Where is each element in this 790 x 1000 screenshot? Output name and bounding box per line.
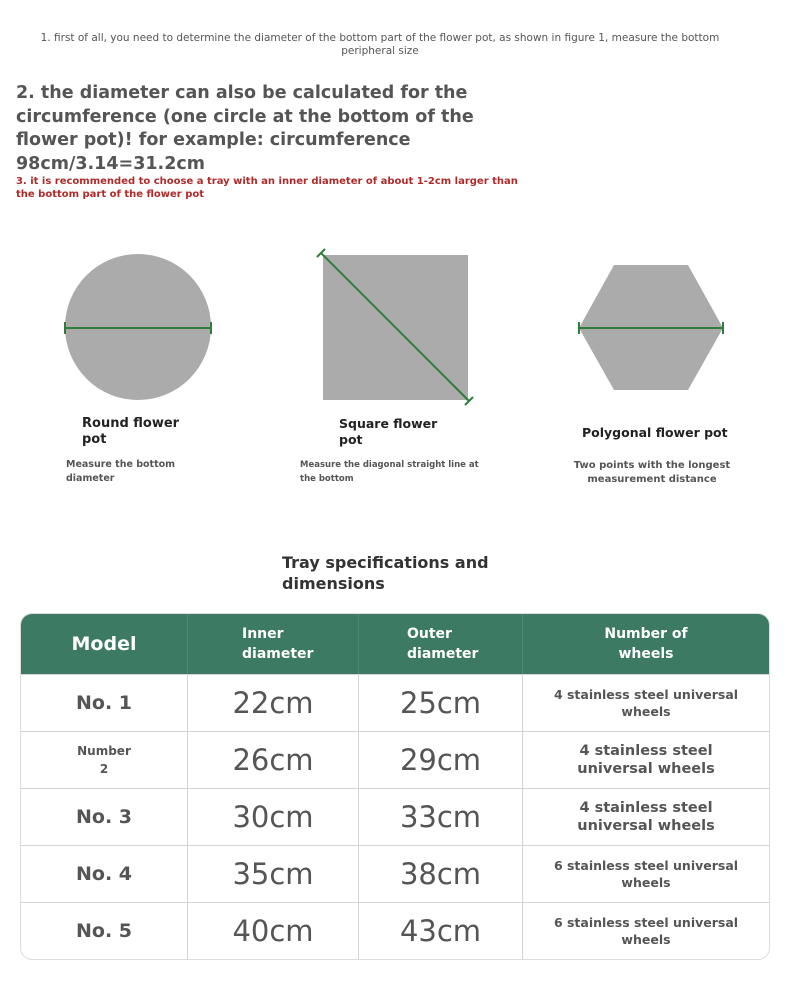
model-cell: No. 4 — [75, 863, 132, 885]
polygon-pot-shape — [579, 265, 723, 390]
table-row — [21, 674, 769, 731]
wheels-cell: 6 stainless steel universal wheels — [553, 915, 739, 947]
outer-diameter-cell: 25cm — [399, 686, 482, 720]
table-row — [21, 731, 769, 788]
model-cell: No. 5 — [75, 920, 132, 942]
wheels-cell: 4 stainless steel universal wheels — [577, 800, 715, 834]
header-inner — [188, 614, 359, 674]
wheels-cell: 6 stainless steel universal wheels — [553, 858, 739, 890]
instruction-step-2: 2. the diameter can also be calculated for the circumference (one circle at the bottom of the flower pot)! for example: circumference 98cm/3.14=31.2cm — [16, 83, 474, 174]
header-outer-label: Outer diameter — [407, 626, 479, 662]
square-pot-shape — [317, 249, 473, 405]
model-cell: No. 1 — [75, 692, 132, 714]
round-pot-desc: Measure the bottom diameter — [66, 459, 176, 484]
polygon-pot-title: Polygonal flower pot — [582, 425, 728, 440]
outer-diameter-cell: 29cm — [399, 743, 482, 777]
model-cell: Number 2 — [77, 744, 131, 776]
instruction-step-3: 3. it is recommended to choose a tray with an inner diameter of about 1-2cm larger than the bottom part of the flower pot — [16, 176, 518, 200]
header-outer — [359, 614, 523, 674]
pot-shapes-figure — [0, 240, 790, 420]
inner-diameter-cell: 40cm — [232, 914, 314, 948]
table-header-row — [21, 614, 769, 674]
outer-diameter-cell: 43cm — [399, 914, 482, 948]
pot-shapes-svg — [0, 240, 790, 420]
inner-diameter-cell: 30cm — [232, 800, 314, 834]
instruction-step-1: 1. first of all, you need to determine the diameter of the bottom part of the flower pot, as shown in figure 1, measure the bottom peripheral size — [40, 32, 720, 57]
inner-diameter-cell: 22cm — [232, 686, 314, 720]
square-pot-title: Square flower pot — [339, 416, 438, 447]
outer-diameter-cell: 38cm — [399, 857, 482, 891]
header-wheels — [523, 614, 769, 674]
header-inner-label: Inner diameter — [242, 626, 314, 662]
inner-diameter-cell: 35cm — [232, 857, 314, 891]
table-row — [21, 845, 769, 902]
header-model — [21, 614, 188, 674]
outer-diameter-cell: 33cm — [399, 800, 482, 834]
tray-spec-table — [20, 613, 770, 960]
round-pot-shape — [65, 254, 211, 400]
polygon-pot-desc: Two points with the longest measurement distance — [573, 460, 731, 485]
header-model-label: Model — [71, 633, 137, 655]
round-pot-title: Round flower pot — [82, 416, 180, 447]
square-pot-desc: Measure the diagonal straight line at the bottom — [300, 460, 479, 484]
wheels-cell: 4 stainless steel universal wheels — [577, 743, 715, 777]
table-row — [21, 902, 769, 959]
header-wheels-label: Number of wheels — [604, 626, 688, 662]
inner-diameter-cell: 26cm — [232, 743, 314, 777]
wheels-cell: 4 stainless steel universal wheels — [553, 687, 739, 719]
table-row — [21, 788, 769, 845]
model-cell: No. 3 — [75, 806, 132, 828]
table-title: Tray specifications and dimensions — [282, 553, 489, 593]
